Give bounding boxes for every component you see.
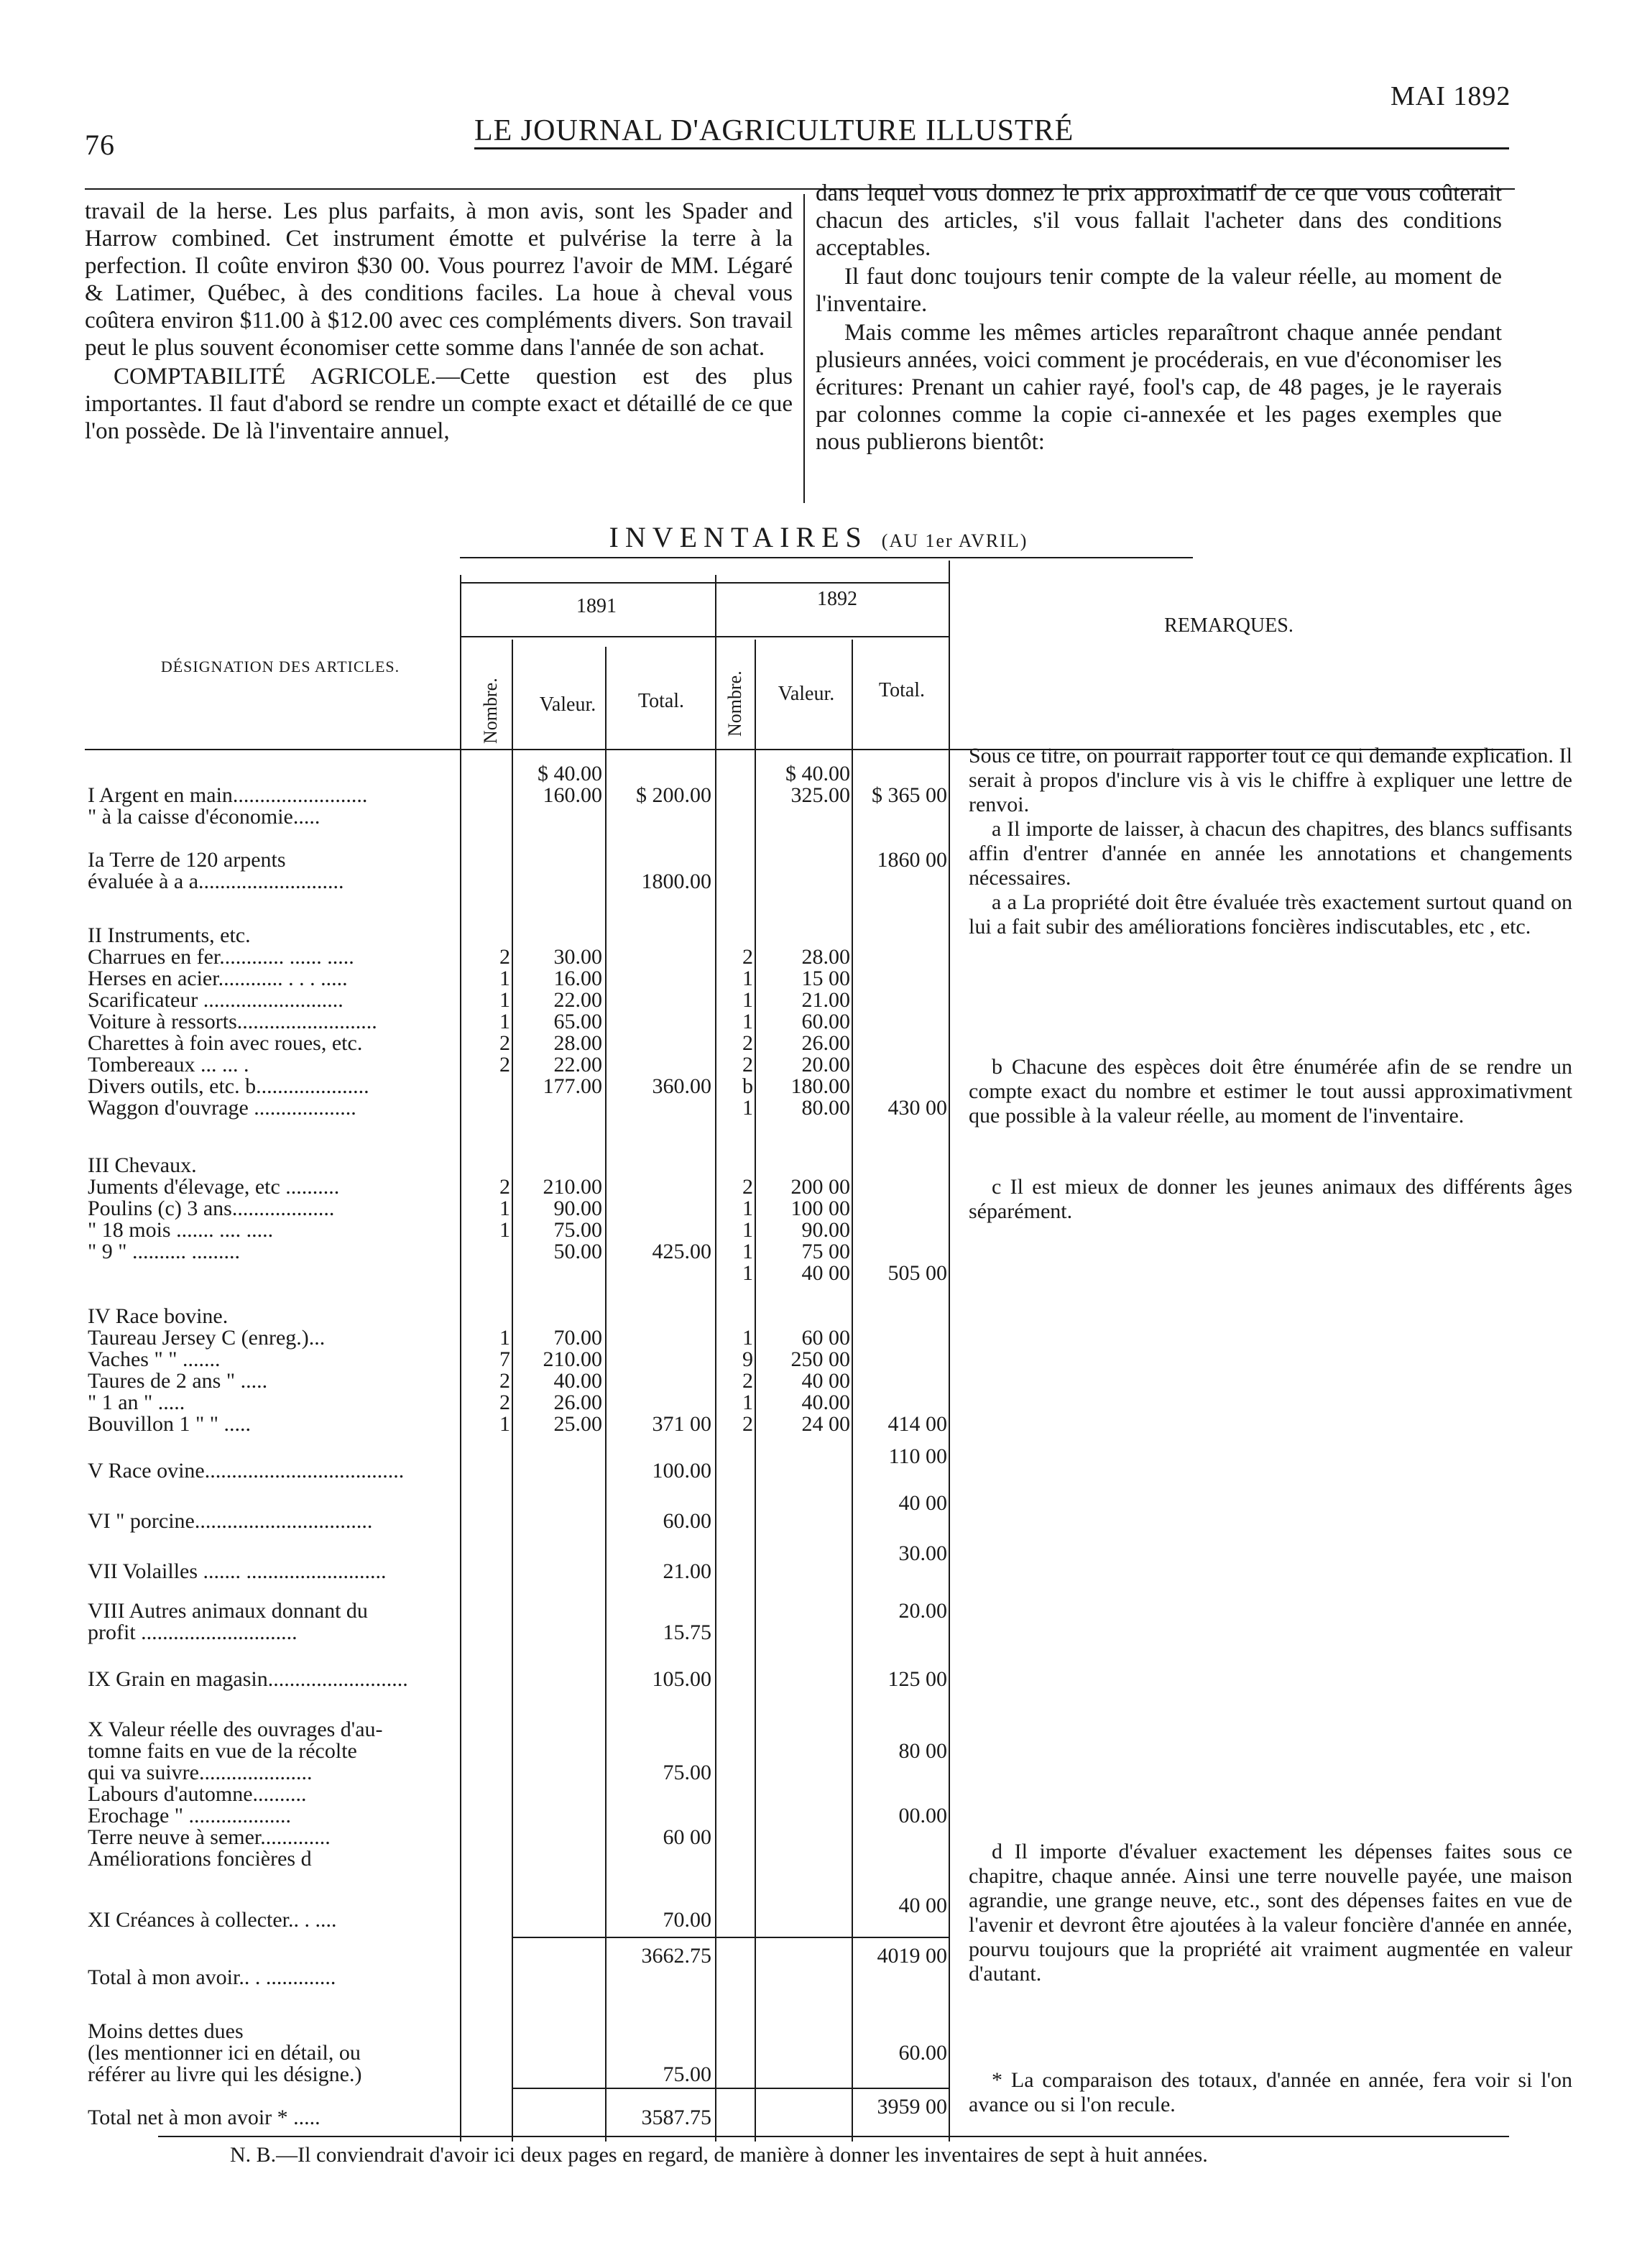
cell-t2: 430 00: [887, 1096, 947, 1120]
page-number: 76: [85, 129, 115, 161]
header-total-1892: Total.: [878, 679, 926, 701]
intro-right-column: [816, 180, 1502, 457]
cell-t2: 414 00: [887, 1412, 947, 1436]
grid-line: [460, 575, 461, 2142]
footnote-rule: [158, 2136, 1509, 2137]
cell-label: Waggon d'ouvrage ...................: [88, 1096, 356, 1120]
cell-label: V Race ovine.....................................: [88, 1459, 405, 1483]
header-designation: DÉSIGNATION DES ARTICLES.: [160, 658, 400, 676]
column-divider: [803, 194, 805, 503]
cell-n2: 2: [742, 1053, 753, 1077]
cell-t1: 70.00: [663, 1908, 711, 1932]
cell-label: référer au livre qui les désigne.): [88, 2062, 362, 2086]
cell-t2: 40 00: [898, 1491, 947, 1515]
cell-label: I Argent en main.........................: [88, 783, 368, 807]
cell-v1: 65.00: [553, 1010, 602, 1033]
cell-label: Total net à mon avoir * .....: [88, 2106, 321, 2129]
cell-label: (les mentionner ici en détail, ou: [88, 2041, 361, 2065]
grid-line: [512, 640, 513, 2142]
issue-date: MAI 1892: [1391, 81, 1511, 111]
cell-v1: 40.00: [553, 1369, 602, 1393]
cell-t2: 00.00: [898, 1804, 947, 1827]
cell-v1: 22.00: [553, 988, 602, 1012]
cell-n1: 2: [499, 1391, 510, 1414]
cell-t1: 360.00: [652, 1074, 711, 1098]
cell-t2: 125 00: [887, 1667, 947, 1691]
cell-label: Tombereaux ... ... .: [88, 1053, 249, 1077]
cell-n1: 1: [499, 967, 510, 990]
cell-v2: 28.00: [801, 945, 850, 969]
remark-block: [969, 1840, 1572, 1986]
cell-n2: 1: [742, 1197, 753, 1220]
cell-label: Bouvillon 1 " " .....: [88, 1412, 252, 1436]
cell-label: IV Race bovine.: [88, 1304, 229, 1328]
cell-label: Divers outils, etc. b.....................: [88, 1074, 369, 1098]
header-rule: [474, 147, 1509, 149]
cell-t1: 371 00: [652, 1412, 711, 1436]
cell-t1: 105.00: [652, 1667, 711, 1691]
cell-n2: 1: [742, 1096, 753, 1120]
cell-n1: 1: [499, 1326, 510, 1350]
footnote: N. B.—Il conviendrait d'avoir ici deux pages en regard, de manière à donner les inventaires de sept à huit années.: [230, 2143, 1208, 2167]
cell-v2: 180.00: [790, 1074, 850, 1098]
cell-n2: 1: [742, 1240, 753, 1263]
cell-n1: 2: [499, 1031, 510, 1055]
cell-v2: 40 00: [801, 1261, 850, 1285]
cell-v2: 90.00: [801, 1218, 850, 1242]
cell-label: Charrues en fer............ ...... .....: [88, 945, 354, 969]
cell-n2: 1: [742, 1218, 753, 1242]
cell-v2: 40.00: [801, 1391, 850, 1414]
remark-paragraph: a Il importe de laisser, à chacun des chapitres, des blancs suffisants affin d'entrer d'année en année les annotations et changements nécessaires.: [969, 817, 1572, 890]
intro-right-paragraph: dans lequel vous donnez le prix approximatif de ce que vous coûterait chacun des articles, s'il vous fallait l'acheter dans des conditions acceptables.: [816, 180, 1502, 261]
cell-label: Erochage " ...................: [88, 1804, 292, 1827]
header-year-1891: 1891: [576, 595, 617, 617]
cell-label: " 9 " .......... .........: [88, 1240, 240, 1263]
cell-n2: 2: [742, 1412, 753, 1436]
grid-line: [755, 640, 756, 2142]
cell-label: Terre neuve à semer.............: [88, 1825, 331, 1849]
cell-v1: 210.00: [543, 1175, 602, 1199]
cell-v2: 250 00: [790, 1347, 850, 1371]
remark-paragraph: a a La propriété doit être évaluée très exactement surtout quand on lui a fait subir des améliorations foncières indiscutables, etc , etc.: [969, 890, 1572, 939]
cell-t1: 21.00: [663, 1559, 711, 1583]
cell-v2: 20.00: [801, 1053, 850, 1077]
cell-v1: 75.00: [553, 1218, 602, 1242]
remark-block: [969, 744, 1572, 939]
cell-v2: $ 40.00: [785, 762, 850, 785]
cell-label: Charettes à foin avec roues, etc.: [88, 1031, 363, 1055]
cell-n2: 1: [742, 1010, 753, 1033]
table-title: [0, 520, 1637, 554]
cell-t2: $ 365 00: [872, 783, 947, 807]
cell-v1: 177.00: [543, 1074, 602, 1098]
cell-label: Total à mon avoir.. . .............: [88, 1965, 336, 1989]
cell-t1: 1800.00: [641, 870, 711, 893]
cell-n1: 2: [499, 945, 510, 969]
cell-n2: 1: [742, 988, 753, 1012]
cell-label: Ia Terre de 120 arpents: [88, 848, 286, 872]
cell-label: " 18 mois ....... .... .....: [88, 1218, 274, 1242]
remark-paragraph: b Chacune des espèces doit être énumérée afin de se rendre un compte exact du nombre et estimer le tout aussi approximativment que possible à la valeur réelle, au moment de l'inventaire.: [969, 1055, 1572, 1128]
cell-label: VI " porcine.................................: [88, 1509, 373, 1533]
journal-title: LE JOURNAL D'AGRICULTURE ILLUSTRÉ: [474, 114, 1074, 147]
cell-v2: 60.00: [801, 1010, 850, 1033]
cell-n2: 1: [742, 1391, 753, 1414]
header-year-1892: 1892: [817, 588, 857, 610]
grid-line: [852, 640, 853, 2142]
cell-label: Moins dettes dues: [88, 2019, 244, 2043]
cell-label: " 1 an " .....: [88, 1391, 185, 1414]
cell-v1: 70.00: [553, 1326, 602, 1350]
cell-n2: 2: [742, 1175, 753, 1199]
cell-label: III Chevaux.: [88, 1153, 197, 1177]
cell-n2: 1: [742, 1261, 753, 1285]
cell-n2: 2: [742, 1369, 753, 1393]
cell-label: profit .............................: [88, 1621, 298, 1644]
header-valeur-1892: Valeur.: [778, 683, 835, 705]
cell-v1: 26.00: [553, 1391, 602, 1414]
cell-label: VII Volailles ....... ..........................: [88, 1559, 387, 1583]
cell-v2: 24 00: [801, 1412, 850, 1436]
cell-v2: 26.00: [801, 1031, 850, 1055]
grid-line: [949, 561, 950, 2142]
cell-v1: $ 40.00: [538, 762, 602, 785]
cell-t2: 1860 00: [877, 848, 947, 872]
title-underline: [460, 557, 1193, 558]
cell-v2: 325.00: [790, 783, 850, 807]
cell-label: Améliorations foncières d: [88, 1847, 312, 1871]
remark-paragraph: * La comparaison des totaux, d'année en année, fera voir si l'on avance ou si l'on recule.: [969, 2068, 1572, 2116]
cell-label: qui va suivre.....................: [88, 1761, 313, 1784]
cell-t1: 60.00: [663, 1509, 711, 1533]
remark-block: [969, 1175, 1572, 1224]
cell-v2: 75 00: [801, 1240, 850, 1263]
cell-t1: 100.00: [652, 1459, 711, 1483]
cell-t2: 4019 00: [877, 1944, 947, 1968]
cell-t1: 3662.75: [641, 1944, 711, 1968]
cell-t2: 40 00: [898, 1894, 947, 1917]
cell-n1: 2: [499, 1053, 510, 1077]
cell-t2: 110 00: [888, 1444, 947, 1468]
intro-right-paragraph: Mais comme les mêmes articles reparaîtront chaque année pendant plusieurs années, voici comment je procéderais, en vue d'économiser les écritures: Prenant un cahier rayé, fool's cap, de 48 pages, je le rayerais par colonnes comme la copie ci-annexée et les pages exemples que nous publierons bientôt:: [816, 320, 1502, 455]
remark-paragraph: c Il est mieux de donner les jeunes animaux des différents âges séparément.: [969, 1175, 1572, 1223]
grid-line: [460, 582, 949, 584]
header-total-1891: Total.: [637, 690, 685, 712]
cell-label: Scarificateur ..........................: [88, 988, 343, 1012]
cell-t1: 15.75: [663, 1621, 711, 1644]
cell-n1: 2: [499, 1175, 510, 1199]
cell-n1: 1: [499, 1197, 510, 1220]
cell-v1: 16.00: [553, 967, 602, 990]
cell-v2: 15 00: [801, 967, 850, 990]
cell-n2: 9: [742, 1347, 753, 1371]
cell-n1: 1: [499, 1412, 510, 1436]
grid-line: [512, 2088, 949, 2089]
cell-v2: 100 00: [790, 1197, 850, 1220]
cell-v1: 28.00: [553, 1031, 602, 1055]
cell-t1: 425.00: [652, 1240, 711, 1263]
header-remarques: REMARQUES.: [1164, 614, 1294, 637]
cell-label: Vaches " " .......: [88, 1347, 221, 1371]
grid-line: [605, 647, 607, 2142]
cell-n1: 7: [499, 1347, 510, 1371]
cell-label: IX Grain en magasin..........................: [88, 1667, 408, 1691]
cell-v1: 30.00: [553, 945, 602, 969]
intro-right-paragraph: Il faut donc toujours tenir compte de la valeur réelle, au moment de l'inventaire.: [816, 264, 1502, 317]
cell-label: évaluée à a a...........................: [88, 870, 344, 893]
cell-t2: 80 00: [898, 1739, 947, 1763]
cell-v1: 22.00: [553, 1053, 602, 1077]
remark-block: [969, 2068, 1572, 2117]
cell-n2: 2: [742, 945, 753, 969]
cell-label: tomne faits en vue de la récolte: [88, 1739, 357, 1763]
cell-v1: 210.00: [543, 1347, 602, 1371]
cell-n1: 1: [499, 1010, 510, 1033]
grid-line: [512, 1937, 949, 1938]
remark-paragraph: Sous ce titre, on pourrait rapporter tout ce qui demande explication. Il serait à propos d'inclure vis à vis le chiffre à expliquer une lettre de renvoi.: [969, 744, 1572, 816]
header-nombre-1892: Nombre.: [724, 670, 745, 737]
cell-t1: $ 200.00: [636, 783, 711, 807]
cell-n1: 1: [499, 1218, 510, 1242]
cell-label: VIII Autres animaux donnant du: [88, 1599, 368, 1623]
cell-label: XI Créances à collecter.. . ....: [88, 1908, 337, 1932]
cell-n1: 1: [499, 988, 510, 1012]
intro-left-paragraph: travail de la herse. Les plus parfaits, à mon avis, sont les Spader and Harrow combined. Cet instrument émotte et pulvérise la terre à la perfection. Il coûte environ $30 00. Vous pourrez l'avoir de MM. Légaré & Latimer, Québec, à des conditions faciles. La houe à cheval vous coûtera environ $11.00 à $12.00 avec ces compléments divers. Son travail peut le plus souvent économiser cette somme dans l'année de son achat.: [85, 198, 793, 361]
cell-label: Juments d'élevage, etc ..........: [88, 1175, 340, 1199]
remark-paragraph: d Il importe d'évaluer exactement les dépenses faites sous ce chapitre, chaque année. Ainsi une terre nouvelle payée, une maison agrandie, une grange neuve, etc., sont des dépenses faites en vue de l'avenir et devront être ajoutées à la valeur foncière d'année en année, pourvu toujours que la propriété ait vraiment augmentée en valeur d'autant.: [969, 1840, 1572, 1986]
cell-t1: 75.00: [663, 1761, 711, 1784]
cell-label: II Instruments, etc.: [88, 923, 251, 947]
table-title-text: INVENTAIRES: [609, 521, 868, 553]
cell-t1: 3587.75: [641, 2106, 711, 2129]
intro-left-paragraph: COMPTABILITÉ AGRICOLE.—Cette question est des plus importantes. Il faut d'abord se rendre un compte exact et détaillé de ce que l'on possède. De là l'inventaire annuel,: [85, 364, 793, 444]
cell-label: Poulins (c) 3 ans...................: [88, 1197, 335, 1220]
cell-n2: 1: [742, 1326, 753, 1350]
cell-n2: 2: [742, 1031, 753, 1055]
grid-line: [715, 575, 716, 2142]
cell-v1: 25.00: [553, 1412, 602, 1436]
cell-v1: 160.00: [543, 783, 602, 807]
cell-v2: 21.00: [801, 988, 850, 1012]
grid-line: [460, 636, 949, 637]
cell-label: X Valeur réelle des ouvrages d'au-: [88, 1718, 383, 1741]
cell-t2: 505 00: [887, 1261, 947, 1285]
cell-v2: 60 00: [801, 1326, 850, 1350]
cell-t2: 20.00: [898, 1599, 947, 1623]
cell-t2: 30.00: [898, 1541, 947, 1565]
cell-n1: 2: [499, 1369, 510, 1393]
header-valeur-1891: Valeur.: [539, 693, 596, 716]
cell-label: Taures de 2 ans " .....: [88, 1369, 268, 1393]
cell-t2: 3959 00: [877, 2095, 947, 2119]
cell-t2: 60.00: [898, 2041, 947, 2065]
cell-label: Labours d'automne..........: [88, 1782, 307, 1806]
cell-v2: 200 00: [790, 1175, 850, 1199]
cell-v2: 40 00: [801, 1369, 850, 1393]
cell-t1: 75.00: [663, 2062, 711, 2086]
header-nombre-1891: Nombre.: [480, 678, 501, 744]
intro-left-column: [85, 198, 793, 446]
cell-n2: 1: [742, 967, 753, 990]
cell-label: Voiture à ressorts..........................: [88, 1010, 377, 1033]
remark-block: [969, 1055, 1572, 1128]
cell-label: Taureau Jersey C (enreg.)...: [88, 1326, 326, 1350]
cell-t1: 60 00: [663, 1825, 711, 1849]
cell-v1: 50.00: [553, 1240, 602, 1263]
cell-label: " à la caisse d'économie.....: [88, 805, 321, 829]
cell-v2: 80.00: [801, 1096, 850, 1120]
cell-n2: b: [742, 1074, 753, 1098]
table-title-note: (AU 1er AVRIL): [881, 530, 1028, 551]
cell-label: Herses en acier............ . . . .....: [88, 967, 348, 990]
cell-v1: 90.00: [553, 1197, 602, 1220]
